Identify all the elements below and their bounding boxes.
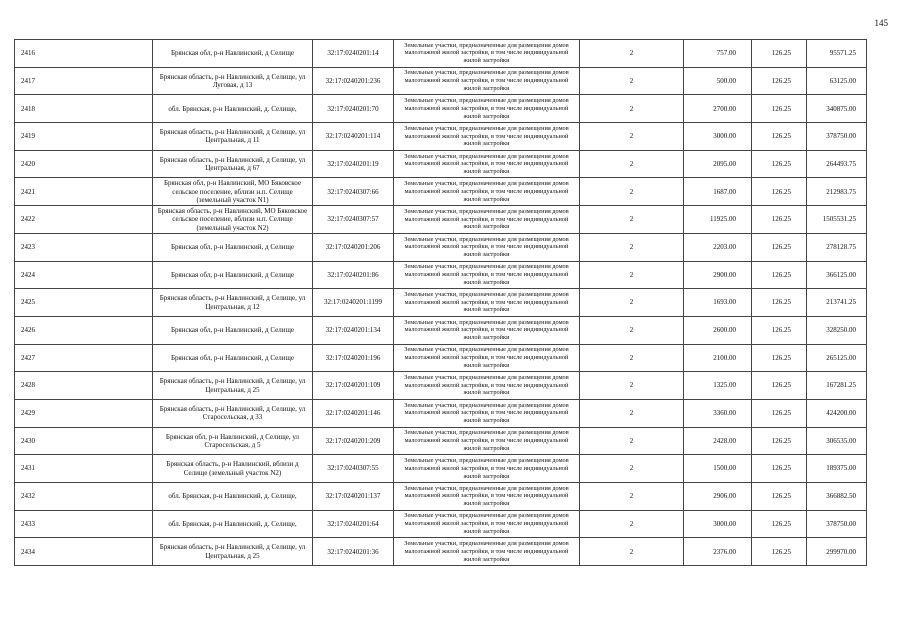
cadastral-number-cell: 32:17:0240307:66	[313, 178, 394, 206]
row-number-cell: 2425	[15, 289, 153, 317]
land-use-cell: Земельные участки, предназначенные для размещения домов малоэтажной жилой застройки, в том числе индивидуальной жилой застройки	[394, 344, 580, 372]
table-row	[15, 455, 867, 483]
row-number-cell: 2434	[15, 538, 153, 566]
table-row	[15, 261, 867, 289]
area-cell: 1687.00	[684, 178, 752, 206]
rate-cell: 126.25	[752, 427, 807, 455]
rate-cell: 126.25	[752, 455, 807, 483]
cadastral-number-cell: 32:17:0240201:114	[313, 123, 394, 151]
cadastral-value-cell: 1505531.25	[807, 206, 867, 234]
group-cell: 2	[580, 233, 684, 261]
table-row	[15, 67, 867, 95]
row-number-cell: 2420	[15, 150, 153, 178]
cadastral-value-cell: 278128.75	[807, 233, 867, 261]
land-use-cell: Земельные участки, предназначенные для размещения домов малоэтажной жилой застройки, в том числе индивидуальной жилой застройки	[394, 150, 580, 178]
land-use-cell: Земельные участки, предназначенные для размещения домов малоэтажной жилой застройки, в том числе индивидуальной жилой застройки	[394, 538, 580, 566]
row-number-cell: 2430	[15, 427, 153, 455]
address-cell: Брянская обл, р-н Навлинский, д Селище	[153, 261, 313, 289]
cadastral-number-cell: 32:17:0240201:14	[313, 40, 394, 68]
address-cell: обл. Брянская, р-н Навлинский, д. Селище,	[153, 483, 313, 511]
area-cell: 2428.00	[684, 427, 752, 455]
cadastral-number-cell: 32:17:0240201:109	[313, 372, 394, 400]
table-row	[15, 150, 867, 178]
cadastral-number-cell: 32:17:0240201:209	[313, 427, 394, 455]
land-use-cell: Земельные участки, предназначенные для размещения домов малоэтажной жилой застройки, в том числе индивидуальной жилой застройки	[394, 427, 580, 455]
area-cell: 1325.00	[684, 372, 752, 400]
group-cell: 2	[580, 538, 684, 566]
address-cell: Брянская область, р-н Навлинский, д Селище, ул Центральная, д 25	[153, 538, 313, 566]
address-cell: Брянская обл, р-н Навлинский, МО Бяковское сельское поселение, вблизи н.п. Селище (земельный участок N1)	[153, 178, 313, 206]
group-cell: 2	[580, 399, 684, 427]
address-cell: Брянская область, р-н Навлинский, д Селище, ул Луговая, д 13	[153, 67, 313, 95]
table-row	[15, 344, 867, 372]
row-number-cell: 2417	[15, 67, 153, 95]
address-cell: Брянская область, р-н Навлинский, вблизи д Селище (земельный участок N2)	[153, 455, 313, 483]
rate-cell: 126.25	[752, 67, 807, 95]
row-number-cell: 2418	[15, 95, 153, 123]
address-cell: Брянская обл, р-н Навлинский, д Селище	[153, 40, 313, 68]
group-cell: 2	[580, 427, 684, 455]
group-cell: 2	[580, 344, 684, 372]
group-cell: 2	[580, 67, 684, 95]
land-use-cell: Земельные участки, предназначенные для размещения домов малоэтажной жилой застройки, в том числе индивидуальной жилой застройки	[394, 233, 580, 261]
group-cell: 2	[580, 483, 684, 511]
land-use-cell: Земельные участки, предназначенные для размещения домов малоэтажной жилой застройки, в том числе индивидуальной жилой застройки	[394, 483, 580, 511]
row-number-cell: 2431	[15, 455, 153, 483]
cadastral-value-cell: 328250.00	[807, 316, 867, 344]
group-cell: 2	[580, 40, 684, 68]
row-number-cell: 2416	[15, 40, 153, 68]
cadastral-value-cell: 378750.00	[807, 123, 867, 151]
land-use-cell: Земельные участки, предназначенные для размещения домов малоэтажной жилой застройки, в том числе индивидуальной жилой застройки	[394, 123, 580, 151]
land-use-cell: Земельные участки, предназначенные для размещения домов малоэтажной жилой застройки, в том числе индивидуальной жилой застройки	[394, 261, 580, 289]
area-cell: 3000.00	[684, 123, 752, 151]
cadastral-value-cell: 189375.00	[807, 455, 867, 483]
address-cell: Брянская область, р-н Навлинский, д Селище, ул Старосельская, д 33	[153, 399, 313, 427]
address-cell: Брянская обл, р-н Навлинский, д Селище	[153, 233, 313, 261]
group-cell: 2	[580, 510, 684, 538]
row-number-cell: 2429	[15, 399, 153, 427]
area-cell: 3000.00	[684, 510, 752, 538]
address-cell: Брянская обл, р-н Навлинский, д Селище, ул Старосельская, д 5	[153, 427, 313, 455]
cadastral-number-cell: 32:17:0240201:1199	[313, 289, 394, 317]
rate-cell: 126.25	[752, 344, 807, 372]
area-cell: 2900.00	[684, 261, 752, 289]
land-use-cell: Земельные участки, предназначенные для размещения домов малоэтажной жилой застройки, в том числе индивидуальной жилой застройки	[394, 372, 580, 400]
cadastral-value-cell: 212983.75	[807, 178, 867, 206]
rate-cell: 126.25	[752, 233, 807, 261]
cadastral-number-cell: 32:17:0240201:206	[313, 233, 394, 261]
table-row	[15, 510, 867, 538]
area-cell: 500.00	[684, 67, 752, 95]
table-row	[15, 123, 867, 151]
rate-cell: 126.25	[752, 510, 807, 538]
table-body	[15, 40, 867, 566]
land-use-cell: Земельные участки, предназначенные для размещения домов малоэтажной жилой застройки, в том числе индивидуальной жилой застройки	[394, 455, 580, 483]
cadastral-number-cell: 32:17:0240201:19	[313, 150, 394, 178]
cadastral-number-cell: 32:17:0240201:134	[313, 316, 394, 344]
land-use-cell: Земельные участки, предназначенные для размещения домов малоэтажной жилой застройки, в том числе индивидуальной жилой застройки	[394, 316, 580, 344]
row-number-cell: 2432	[15, 483, 153, 511]
group-cell: 2	[580, 206, 684, 234]
area-cell: 2376.00	[684, 538, 752, 566]
rate-cell: 126.25	[752, 483, 807, 511]
group-cell: 2	[580, 316, 684, 344]
rate-cell: 126.25	[752, 538, 807, 566]
address-cell: Брянская область, р-н Навлинский, д Селище, ул Центральная, д 67	[153, 150, 313, 178]
table-row	[15, 399, 867, 427]
group-cell: 2	[580, 95, 684, 123]
table-row	[15, 316, 867, 344]
group-cell: 2	[580, 150, 684, 178]
rate-cell: 126.25	[752, 289, 807, 317]
area-cell: 2700.00	[684, 95, 752, 123]
cadastral-value-cell: 366882.50	[807, 483, 867, 511]
cadastral-value-cell: 265125.00	[807, 344, 867, 372]
cadastral-value-cell: 264493.75	[807, 150, 867, 178]
table-row	[15, 206, 867, 234]
cadastral-number-cell: 32:17:0240307:57	[313, 206, 394, 234]
cadastral-number-cell: 32:17:0240201:137	[313, 483, 394, 511]
land-use-cell: Земельные участки, предназначенные для размещения домов малоэтажной жилой застройки, в том числе индивидуальной жилой застройки	[394, 40, 580, 68]
row-number-cell: 2423	[15, 233, 153, 261]
table-row	[15, 538, 867, 566]
address-cell: Брянская обл, р-н Навлинский, д Селище	[153, 344, 313, 372]
area-cell: 1500.00	[684, 455, 752, 483]
rate-cell: 126.25	[752, 178, 807, 206]
row-number-cell: 2433	[15, 510, 153, 538]
table-row	[15, 95, 867, 123]
rate-cell: 126.25	[752, 372, 807, 400]
area-cell: 2203.00	[684, 233, 752, 261]
row-number-cell: 2422	[15, 206, 153, 234]
table-row	[15, 40, 867, 68]
land-use-cell: Земельные участки, предназначенные для размещения домов малоэтажной жилой застройки, в том числе индивидуальной жилой застройки	[394, 95, 580, 123]
land-use-cell: Земельные участки, предназначенные для размещения домов малоэтажной жилой застройки, в том числе индивидуальной жилой застройки	[394, 289, 580, 317]
area-cell: 3360.00	[684, 399, 752, 427]
land-use-cell: Земельные участки, предназначенные для размещения домов малоэтажной жилой застройки, в том числе индивидуальной жилой застройки	[394, 178, 580, 206]
rate-cell: 126.25	[752, 399, 807, 427]
table-row	[15, 178, 867, 206]
cadastral-value-cell: 95571.25	[807, 40, 867, 68]
cadastral-value-cell: 299970.00	[807, 538, 867, 566]
land-use-cell: Земельные участки, предназначенные для размещения домов малоэтажной жилой застройки, в том числе индивидуальной жилой застройки	[394, 206, 580, 234]
address-cell: Брянская область, р-н Навлинский, д Селище, ул Центральная, д 25	[153, 372, 313, 400]
table-row	[15, 372, 867, 400]
group-cell: 2	[580, 289, 684, 317]
land-use-cell: Земельные участки, предназначенные для размещения домов малоэтажной жилой застройки, в том числе индивидуальной жилой застройки	[394, 510, 580, 538]
rate-cell: 126.25	[752, 261, 807, 289]
table-row	[15, 233, 867, 261]
row-number-cell: 2426	[15, 316, 153, 344]
area-cell: 2100.00	[684, 344, 752, 372]
table-row	[15, 289, 867, 317]
rate-cell: 126.25	[752, 316, 807, 344]
cadastral-number-cell: 32:17:0240201:236	[313, 67, 394, 95]
cadastral-number-cell: 32:17:0240201:86	[313, 261, 394, 289]
address-cell: Брянская область, р-н Навлинский, МО Бяковское сельское поселение, вблизи н.п. Селище (земельный участок N2)	[153, 206, 313, 234]
address-cell: Брянская область, р-н Навлинский, д Селище, ул Центральная, д 12	[153, 289, 313, 317]
row-number-cell: 2419	[15, 123, 153, 151]
group-cell: 2	[580, 178, 684, 206]
area-cell: 1693.00	[684, 289, 752, 317]
cadastral-number-cell: 32:17:0240201:146	[313, 399, 394, 427]
rate-cell: 126.25	[752, 123, 807, 151]
rate-cell: 126.25	[752, 206, 807, 234]
rate-cell: 126.25	[752, 150, 807, 178]
row-number-cell: 2424	[15, 261, 153, 289]
area-cell: 2095.00	[684, 150, 752, 178]
table-row	[15, 427, 867, 455]
group-cell: 2	[580, 123, 684, 151]
cadastral-number-cell: 32:17:0240201:64	[313, 510, 394, 538]
land-use-cell: Земельные участки, предназначенные для размещения домов малоэтажной жилой застройки, в том числе индивидуальной жилой застройки	[394, 67, 580, 95]
area-cell: 11925.00	[684, 206, 752, 234]
cadastral-value-cell: 340875.00	[807, 95, 867, 123]
area-cell: 2906.00	[684, 483, 752, 511]
cadastral-value-cell: 306535.00	[807, 427, 867, 455]
rate-cell: 126.25	[752, 95, 807, 123]
row-number-cell: 2428	[15, 372, 153, 400]
group-cell: 2	[580, 372, 684, 400]
area-cell: 757.00	[684, 40, 752, 68]
cadastral-value-cell: 213741.25	[807, 289, 867, 317]
address-cell: Брянская обл, р-н Навлинский, д Селище	[153, 316, 313, 344]
group-cell: 2	[580, 261, 684, 289]
address-cell: Брянская область, р-н Навлинский, д Селище, ул Центральная, д 11	[153, 123, 313, 151]
area-cell: 2600.00	[684, 316, 752, 344]
land-registry-table	[14, 39, 867, 566]
row-number-cell: 2421	[15, 178, 153, 206]
row-number-cell: 2427	[15, 344, 153, 372]
cadastral-number-cell: 32:17:0240201:36	[313, 538, 394, 566]
address-cell: обл. Брянская, р-н Навлинский, д. Селище,	[153, 95, 313, 123]
cadastral-value-cell: 63125.00	[807, 67, 867, 95]
land-use-cell: Земельные участки, предназначенные для размещения домов малоэтажной жилой застройки, в том числе индивидуальной жилой застройки	[394, 399, 580, 427]
cadastral-number-cell: 32:17:0240201:70	[313, 95, 394, 123]
cadastral-value-cell: 366125.00	[807, 261, 867, 289]
page-number: 145	[874, 18, 888, 28]
group-cell: 2	[580, 455, 684, 483]
cadastral-value-cell: 378750.00	[807, 510, 867, 538]
address-cell: обл. Брянская, р-н Навлинский, д. Селище,	[153, 510, 313, 538]
cadastral-value-cell: 167281.25	[807, 372, 867, 400]
cadastral-number-cell: 32:17:0240201:196	[313, 344, 394, 372]
cadastral-number-cell: 32:17:0240307:55	[313, 455, 394, 483]
cadastral-value-cell: 424200.00	[807, 399, 867, 427]
table-row	[15, 483, 867, 511]
rate-cell: 126.25	[752, 40, 807, 68]
